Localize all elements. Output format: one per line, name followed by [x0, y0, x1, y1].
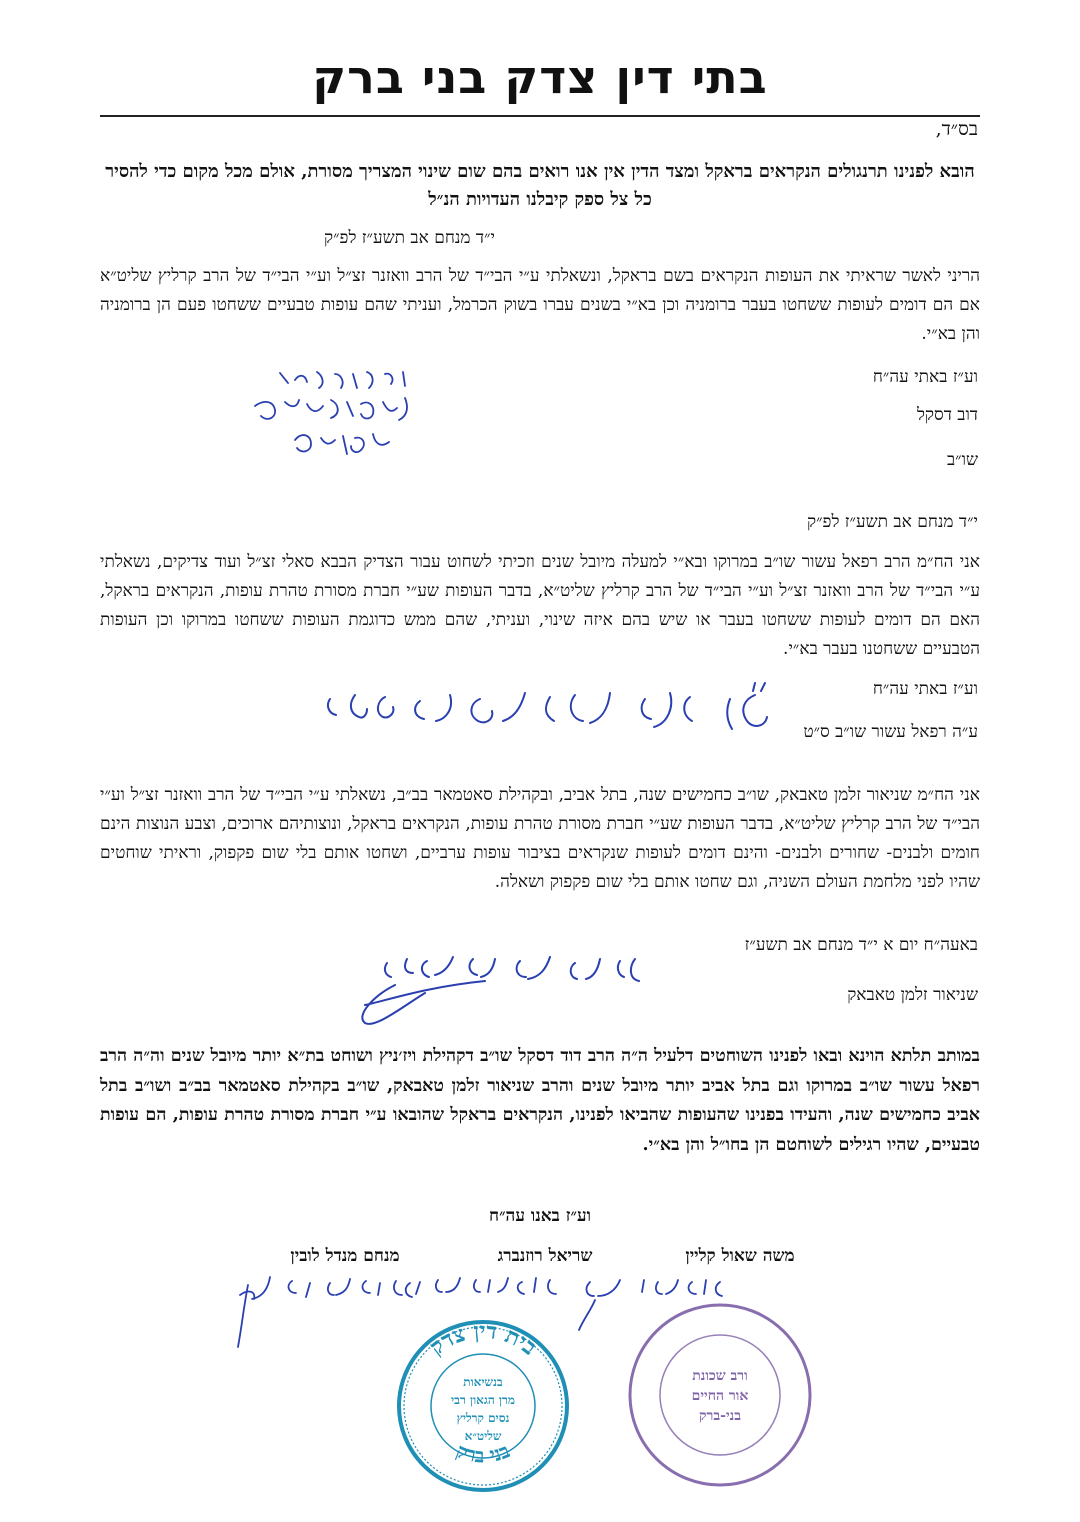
testimony2-date: י״ד מנחם אב תשע״ז לפ״ק: [806, 512, 978, 532]
verdict-statement: במותב תלתא הוינא ובאו לפנינו השוחטים דלעיל ה״ה הרב דוד דסקל שו״ב דקהילת ויז׳ניץ ושוחט בת״א יותר מיובל שנים וה״ה הרב רפאל עשור שו״ב במרוקו וגם בתל אביב יותר מיובל שנים והרב שניאור זלמן טאבאק, שו״ב בקהילת סאטמאר בב״ב ושו״ב בתל אביב כחמישים שנה, והעידו בפנינו שהעופות שהביאו לפנינו, הנקראים בראקל שהובאו ע״י חברת מסורת טהרת עופות, הם עופות טבעיים, שהיו רגילים לשוחטם הן בחו״ל והן בא״י.: [100, 1046, 980, 1155]
svg-text:משה שאול קליין · בית דין צדק ·: [625, 1300, 630, 1304]
testimony1-handwritten-signature: [235, 358, 475, 478]
purple-stamp-line-3: בני-ברק: [699, 1408, 741, 1424]
beit-din-seal-stamp: [395, 1318, 571, 1494]
judge-3-handwritten-signature: [220, 1265, 420, 1360]
blue-stamp-line-4: שליט״א: [464, 1429, 502, 1443]
testimony3-date-label: באעה״ח יום א י״ד מנחם אב תשע״ז: [744, 935, 978, 955]
testimony1-name-label: דוב דסקל: [916, 405, 978, 425]
blue-stamp-line-2: מרן הגאון רבי: [451, 1393, 515, 1407]
blue-stamp-line-3: נסים קרליץ: [456, 1411, 510, 1425]
bsd-mark: בס״ד,: [935, 118, 978, 140]
blue-stamp-ring-top: בית דין צדק: [424, 1318, 542, 1361]
judge-name-1: משה שאול קליין: [685, 1246, 795, 1266]
blue-stamp-line-1: בנשיאות: [463, 1375, 503, 1389]
header-divider: [100, 115, 980, 117]
testimony2-handwritten-signature: [310, 675, 790, 755]
rabbi-personal-seal-stamp: [625, 1300, 815, 1490]
testimony2-name-label: ע״ה רפאל עשור שו״ב ס״ט: [803, 722, 978, 742]
testimony3-body: אני הח״מ שניאור זלמן טאבאק, שו״ב כחמישים שנה, בתל אביב, ובקהילת סאטמאר בב״ב, נשאלתי ע״י הבי״ד של הרב וואזנר זצ״ל וע״י הבי״ד של הרב קרליץ שליט״א, בדבר העופות שע״י חברת מסורת טהרת עופות, הנקראים בראקל, ונוצותיהם ארוכים, וצבע הנוצות הינם חומים ולבנים- שחורים ולבנים- והינם דומים לעופות שנקראים בציבור עופות ערביים, ושחטו אותם בלי שום פקפוק, וראיתי שוחטים שהיו לפני מלחמת העולם השניה, וגם שחטו אותם בלי שום פקפוק ושאלה.: [100, 785, 980, 892]
testimony1-date: י״ד מנחם אב תשע״ז לפ״ק: [323, 228, 495, 248]
testimony2-witness-label: וע״ז באתי עה״ח: [872, 679, 978, 699]
judge-2-handwritten-signature: [400, 1268, 560, 1318]
testimony1-body: הריני לאשר שראיתי את העופות הנקראים בשם בראקל, ונשאלתי ע״י הבי״ד של הרב וואזנר זצ״ל וע״י הבי״ד של הרב קרליץ שליט״א אם הם דומים לעופות ששחטו בעבר ברומניה וכן בא״י בשנים עברו בשוק הכרמל, ועניתי שהם עופות טבעיים ששחטו פעם הן ברומניה והן בא״י.: [100, 266, 980, 344]
purple-stamp-ring: [625, 1300, 630, 1304]
verdict-closing: וע״ז באנו עה״ח: [489, 1206, 591, 1226]
testimony1-witness-label: וע״ז באתי עה״ח: [872, 367, 978, 387]
testimony2-body: אני הח״מ הרב רפאל עשור שו״ב במרוקו ובא״י למעלה מיובל שנים וזכיתי לשחוט עבור הצדיק הבבא סאלי זצ״ל ועוד צדיקים, נשאלתי ע״י הבי״ד של הרב וואזנר זצ״ל וע״י הבי״ד של הרב קרליץ שליט״א, בדבר העופות שע״י חברת מסורת טהרת עופות, הנקראים בראקל, האם הם דומים לעופות ששחטו בעבר או שיש בהם איזה שינוי, ועניתי, שהם ממש כדוגמת העופות ששחטו במרוקו וכן העופות הטבעיים ששחטנו בעבר בא״י.: [100, 552, 980, 659]
letterhead-title: בתי דין צדק בני ברק: [312, 50, 768, 104]
purple-stamp-line-2: אור החיים: [691, 1388, 749, 1404]
blue-stamp-ring-bottom: בני ברק: [452, 1438, 514, 1468]
testimony1-title-label: שו״ב: [946, 450, 978, 470]
judge-name-2: שריאל רוזנברג: [497, 1246, 593, 1266]
testimony3-handwritten-signature: [335, 945, 655, 1025]
testimony3-name-label: שניאור זלמן טאבאק: [847, 985, 978, 1005]
intro-statement: הובא לפנינו תרנגולים הנקראים בראקל ומצד הדין אין אנו רואים בהם שום שינוי המצריך מסורת, אולם מכל מקום כדי להסיר כל צל ספק קיבלנו העדויות הנ״ל: [105, 161, 975, 210]
judge-name-3: מנחם מנדל לובין: [290, 1246, 400, 1266]
purple-stamp-line-1: ורב שכונת: [692, 1368, 748, 1384]
